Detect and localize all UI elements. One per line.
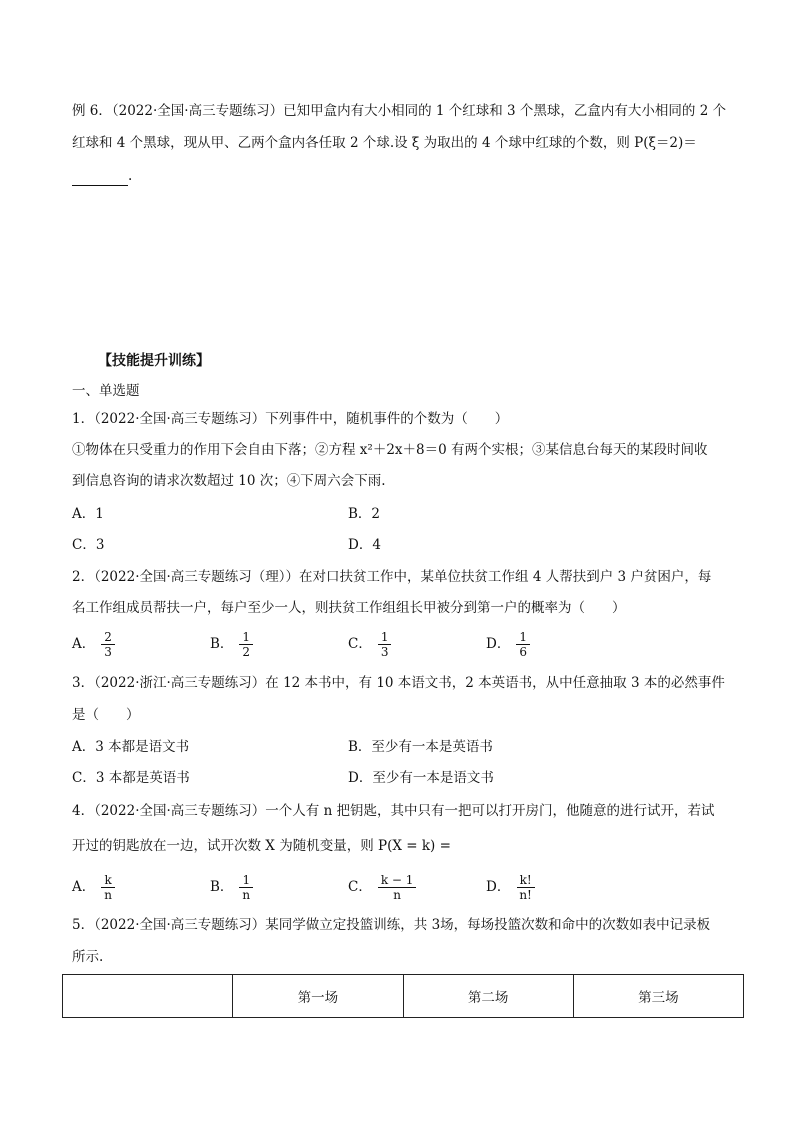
numerator: 1 xyxy=(239,630,253,645)
option-label: B． xyxy=(210,879,234,895)
option-label: B． xyxy=(210,636,234,652)
table-header-cell: 第一场 xyxy=(233,975,403,1018)
numerator: 1 xyxy=(239,873,253,888)
numerator: 2 xyxy=(101,630,115,645)
q4-line1: 4．（2022·全国·高三专题练习）一个人有 n 把钥匙，其中只有一把可以打开房门，他随意的进行试开，若试 xyxy=(72,803,715,819)
q1-option-d[interactable]: D．4 xyxy=(348,537,381,553)
q3-option-c[interactable]: C．3 本都是英语书 xyxy=(72,770,190,786)
example6-line2: 红球和 4 个黑球，现从甲、乙两个盒内各任取 2 个球.设 ξ 为取出的 4 个球中红球的个数，则 P(ξ＝2)＝ xyxy=(72,135,697,151)
denominator: n xyxy=(242,888,251,902)
denominator: n xyxy=(393,888,401,902)
q2-option-d[interactable] xyxy=(486,630,530,659)
q2-line1: 2．（2022·全国·高三专题练习（理））在对口扶贫工作中，某单位扶贫工作组 4 人帮扶到户 3 户贫困户，每 xyxy=(72,569,712,585)
q1-line2: ①物体在只受重力的作用下会自由下落；②方程 x²＋2x＋8＝0 有两个实根；③某信息台每天的某段时间收 xyxy=(72,442,708,458)
option-label: A． xyxy=(72,636,96,652)
numerator: k − 1 xyxy=(378,873,417,888)
fraction xyxy=(378,873,417,902)
q1-option-b[interactable]: B．2 xyxy=(348,506,381,522)
q4-option-d[interactable] xyxy=(486,873,535,902)
option-label: C． xyxy=(348,636,372,652)
section-title: 【技能提升训练】 xyxy=(98,353,210,369)
table-row xyxy=(63,975,744,1018)
fraction xyxy=(239,630,253,659)
q1-line3: 到信息咨询的请求次数超过 10 次；④下周六会下雨. xyxy=(72,473,386,489)
option-label: D． xyxy=(486,636,511,652)
fraction xyxy=(378,630,392,659)
q3-option-b[interactable]: B．至少有一本是英语书 xyxy=(348,739,493,755)
fraction xyxy=(516,630,530,659)
denominator: 3 xyxy=(104,645,112,659)
subsection-title: 一、单选题 xyxy=(72,383,140,399)
fraction xyxy=(101,873,115,902)
example6-line1: 例 6．（2022·全国·高三专题练习）已知甲盒内有大小相同的 1 个红球和 3 个黑球，乙盒内有大小相同的 2 个 xyxy=(72,103,727,119)
record-table xyxy=(62,974,744,1018)
denominator: n! xyxy=(519,888,532,902)
q3-option-a[interactable]: A．3 本都是语文书 xyxy=(72,739,190,755)
q5-line2: 所示. xyxy=(72,949,104,965)
answer-blank[interactable] xyxy=(72,171,128,186)
answer-period: . xyxy=(128,168,133,184)
q1-option-a[interactable]: A．1 xyxy=(72,506,104,522)
fraction xyxy=(101,630,115,659)
q3-option-d[interactable]: D．至少有一本是语文书 xyxy=(348,770,494,786)
q2-option-a[interactable] xyxy=(72,630,115,659)
q5-line1: 5．（2022·全国·高三专题练习）某同学做立定投篮训练，共 3场，每场投篮次数和命中的次数如表中记录板 xyxy=(72,917,711,933)
denominator: n xyxy=(104,888,112,902)
option-label: C． xyxy=(348,879,372,895)
q2-line2: 名工作组成员帮扶一户，每户至少一人，则扶贫工作组组长甲被分到第一户的概率为（ ） xyxy=(72,600,626,616)
numerator: 1 xyxy=(516,630,530,645)
q2-option-b[interactable] xyxy=(210,630,253,659)
table-header-cell: 第二场 xyxy=(403,975,573,1018)
q2-option-c[interactable] xyxy=(348,630,391,659)
q1-option-c[interactable]: C．3 xyxy=(72,537,105,553)
fraction xyxy=(239,873,253,902)
option-label: A． xyxy=(72,879,96,895)
denominator: 6 xyxy=(519,645,527,659)
table-header-cell: 第三场 xyxy=(573,975,743,1018)
q4-line2: 开过的钥匙放在一边，试开次数 X 为随机变量，则 P(X = k) = xyxy=(72,838,451,854)
q3-line2: 是（ ） xyxy=(72,707,140,723)
denominator: 3 xyxy=(380,645,389,659)
denominator: 2 xyxy=(242,645,251,659)
fraction xyxy=(516,873,535,902)
option-label: D． xyxy=(486,879,511,895)
numerator: k! xyxy=(517,873,535,888)
example6-answer-line xyxy=(72,166,132,186)
numerator: 1 xyxy=(378,630,392,645)
q3-line1: 3．（2022·浙江·高三专题练习）在 12 本书中，有 10 本语文书，2 本英语书，从中任意抽取 3 本的必然事件 xyxy=(72,675,725,691)
q4-option-a[interactable] xyxy=(72,873,115,902)
numerator: k xyxy=(101,873,114,888)
q1-line1: 1．（2022·全国·高三专题练习）下列事件中，随机事件的个数为（ ） xyxy=(72,411,509,427)
table-header-cell xyxy=(63,975,233,1018)
q4-option-c[interactable] xyxy=(348,873,416,902)
q4-option-b[interactable] xyxy=(210,873,253,902)
